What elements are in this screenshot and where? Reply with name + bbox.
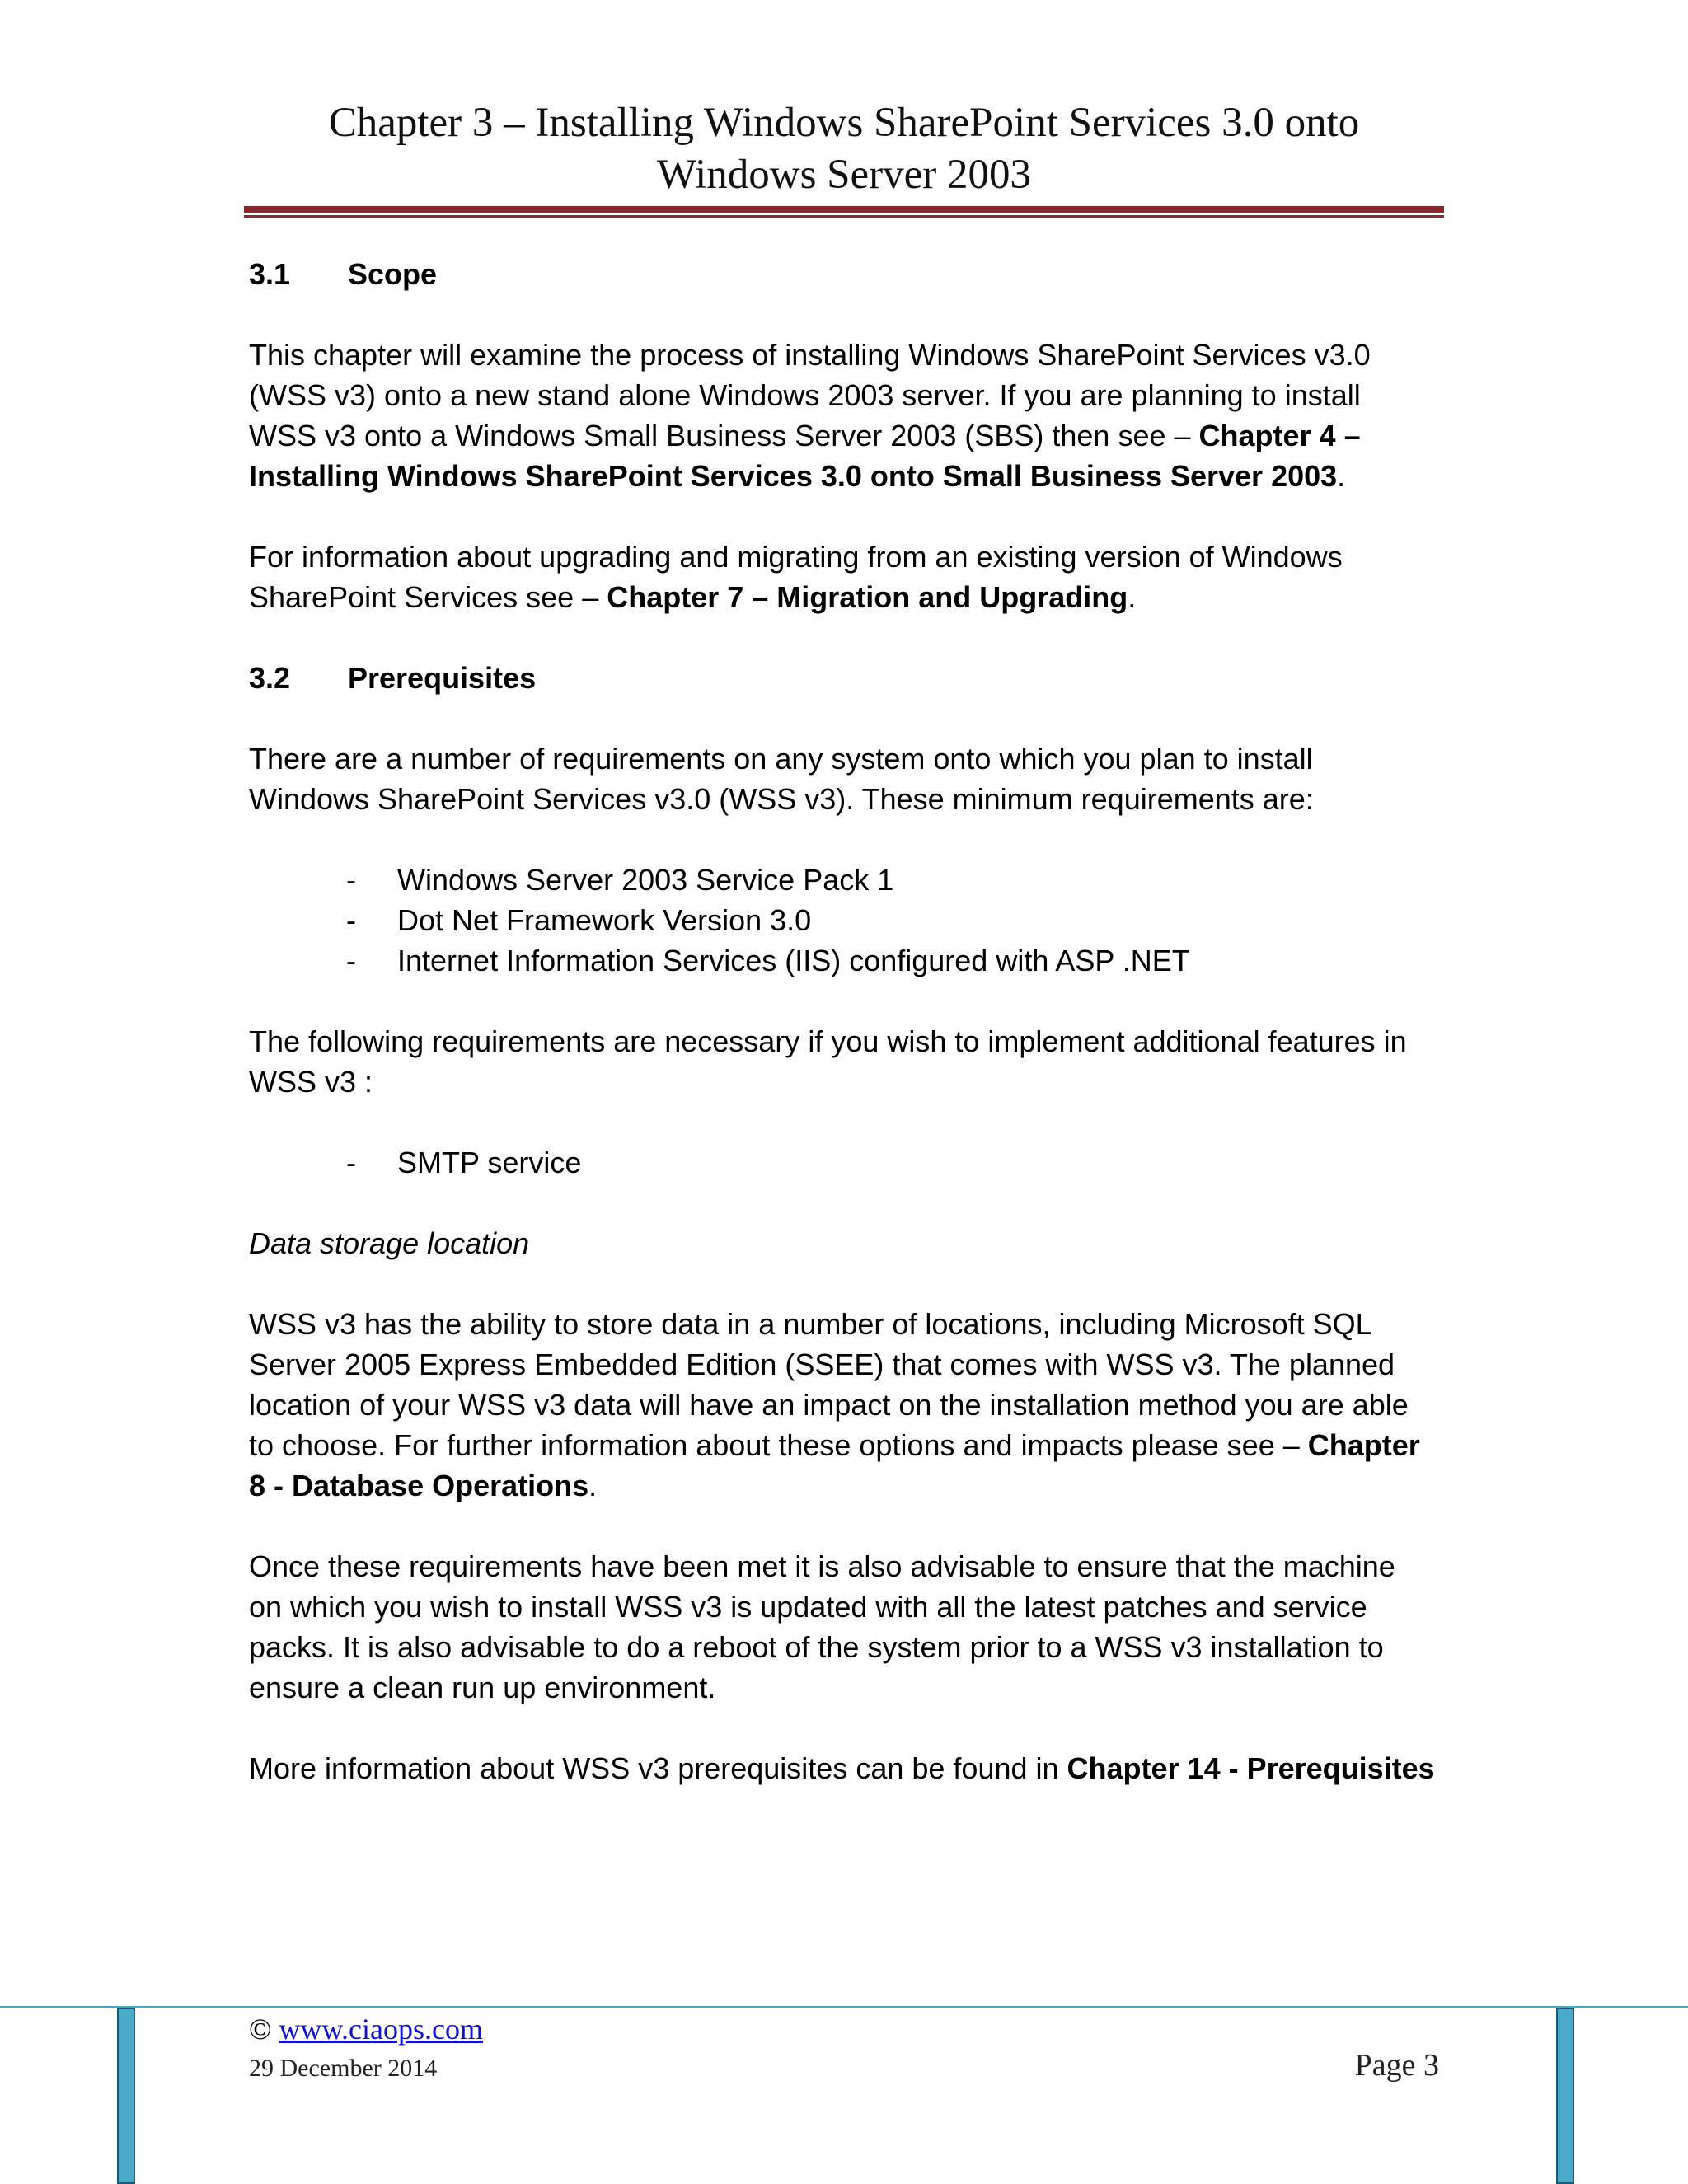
- page-title-line-2: Windows Server 2003: [656, 152, 1032, 198]
- section-title: Prerequisites: [348, 661, 537, 695]
- list-item-text: Internet Information Services (IIS) configured with ASP .NET: [397, 944, 1190, 977]
- list-dash: -: [346, 944, 356, 977]
- section-title: Scope: [348, 257, 438, 291]
- paragraph-end: .: [1128, 580, 1137, 614]
- footer-bar-right: [1556, 2008, 1574, 2184]
- list-item: [346, 860, 1190, 900]
- paragraph-scope-intro: [249, 335, 1436, 496]
- footer-date: 29 December 2014: [249, 2055, 438, 2082]
- paragraph-upgrade-info: [249, 537, 1436, 617]
- footer-copyright: [249, 2011, 483, 2047]
- subheading-data-storage: [249, 1223, 1436, 1263]
- list-item: [346, 1142, 581, 1183]
- website-link[interactable]: www.ciaops.com: [279, 2013, 483, 2046]
- list-item-text: SMTP service: [397, 1146, 582, 1179]
- minimum-requirements-list: [346, 860, 1190, 981]
- list-item: [346, 900, 1190, 940]
- list-item-text: Dot Net Framework Version 3.0: [397, 903, 812, 937]
- paragraph-requirements-intro: There are a number of requirements on any system onto which you plan to install Windows SharePoint Services v3.0 (WSS v3). These minimum requirements are:: [249, 742, 1314, 816]
- subheading-text: Data storage location: [249, 1226, 530, 1260]
- section-heading-scope: [249, 254, 437, 294]
- list-dash: -: [346, 1146, 356, 1179]
- paragraph-text: This chapter will examine the process of installing Windows SharePoint Services v3.0 (WSS v3) onto a new stand alone Windows 2003 server. If you are planning to install WSS v3 onto a Windows Small Business Server 2003 (SBS) then see –: [249, 338, 1371, 452]
- section-number: 3.1: [249, 257, 291, 291]
- paragraph-more-information: [249, 1748, 1436, 1788]
- chapter-reference: Chapter 7 – Migration and Upgrading: [607, 580, 1128, 614]
- chapter-reference: Chapter 8 - Database Operations: [249, 1428, 1420, 1502]
- page-title: [244, 97, 1444, 201]
- paragraph-text: More information about WSS v3 prerequisites can be found in: [249, 1751, 1067, 1785]
- paragraph-end: .: [588, 1469, 598, 1502]
- section-heading-prerequisites: [249, 658, 536, 698]
- list-dash: -: [346, 903, 356, 937]
- section-number: 3.2: [249, 661, 291, 695]
- paragraph-patches-advice: Once these requirements have been met it is also advisable to ensure that the machine on which you wish to install WSS v3 is updated with all the latest patches and service packs. It is also advisable to do a reboot of the system prior to a WSS v3 installation to ensure a clean run up environment.: [249, 1549, 1395, 1704]
- chapter-reference: Chapter 4 – Installing Windows SharePoint Services 3.0 onto Small Business Server 2003: [249, 419, 1361, 493]
- additional-requirements-list: [346, 1142, 581, 1183]
- list-item-text: Windows Server 2003 Service Pack 1: [397, 863, 894, 897]
- paragraph-additional-features: The following requirements are necessary if you wish to implement additional features in WSS v3 :: [249, 1024, 1407, 1099]
- footer-bar-left: [117, 2008, 135, 2184]
- copyright-symbol: ©: [249, 2013, 272, 2046]
- title-rule-thin: [244, 215, 1444, 218]
- list-item: [346, 940, 1190, 981]
- paragraph-text: WSS v3 has the ability to store data in a number of locations, including Microsoft SQL Server 2005 Express Embedded Edition (SSEE) that comes with WSS v3. The planned location of your WSS v3 data will have an impact on the installation method you are able to choose. For further information about these options and impacts please see –: [249, 1307, 1409, 1462]
- paragraph-data-storage: [249, 1304, 1436, 1506]
- paragraph-end: .: [1337, 459, 1346, 493]
- paragraph-text: For information about upgrading and migrating from an existing version of Windows SharePoint Services see –: [249, 540, 1343, 614]
- footer-line: [0, 2006, 1688, 2008]
- page-number: Page 3: [1354, 2048, 1439, 2083]
- page-title-line-1: Chapter 3 – Installing Windows SharePoint Services 3.0 onto: [328, 100, 1360, 146]
- title-rule-thick: [244, 206, 1444, 213]
- chapter-reference: Chapter 14 - Prerequisites: [1067, 1751, 1435, 1785]
- list-dash: -: [346, 863, 356, 897]
